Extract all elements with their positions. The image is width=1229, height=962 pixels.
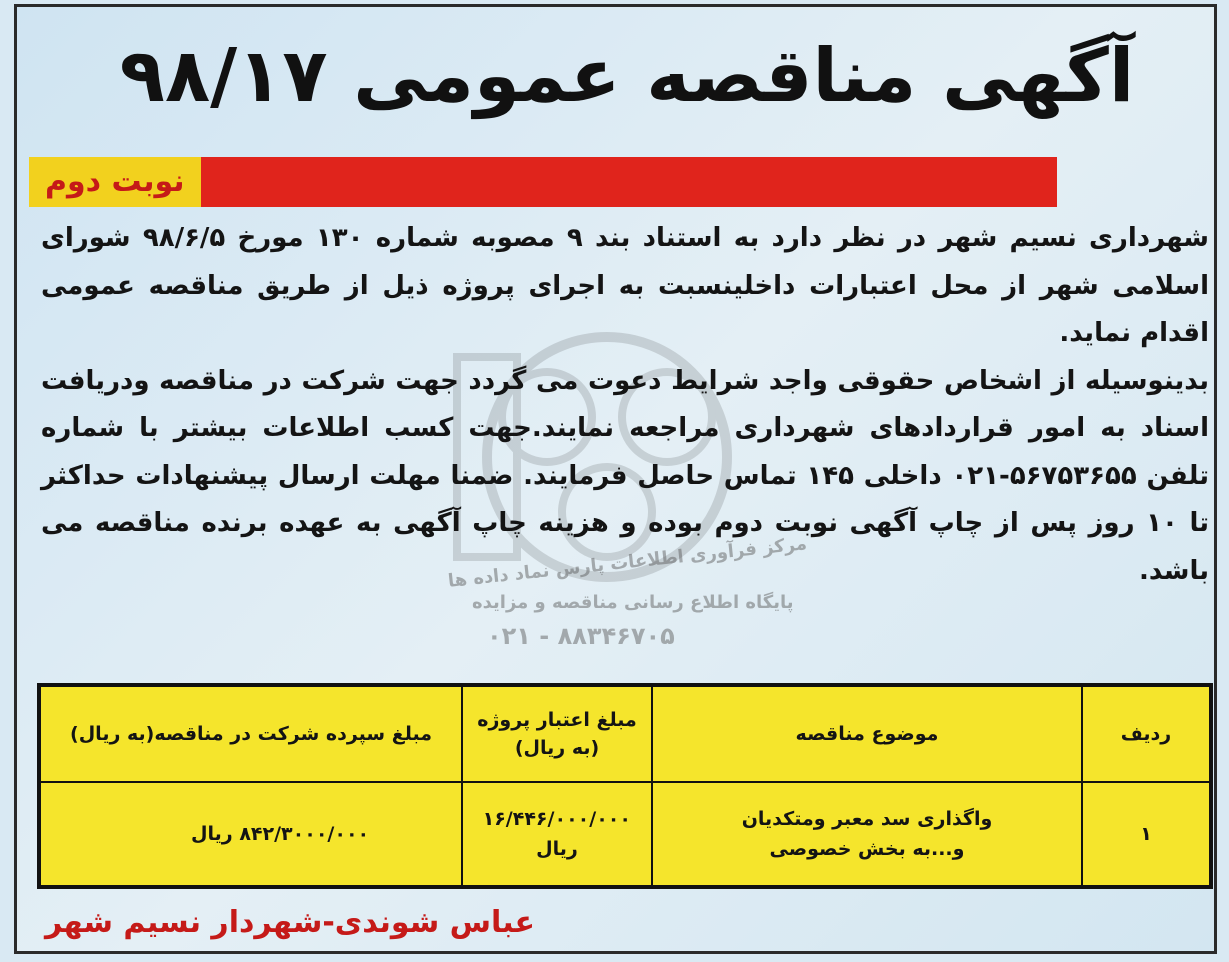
- turn-badge: نوبت دوم: [29, 157, 201, 207]
- body-paragraph-1: شهرداری نسیم شهر در نظر دارد به استناد بند ۹ مصوبه شماره ۱۳۰ مورخ ۹۸/۶/۵ شورای اسلامی شهر از محل اعتبارات داخلینسبت به اجرای پروژه ذیل از طریق مناقصه عمومی اقدام نماید.: [41, 223, 1209, 348]
- signature: عباس شوندی-شهردار نسیم شهر: [45, 905, 536, 940]
- table-row: [40, 782, 1210, 886]
- watermark-phone: ۰۲۱ - ۸۸۳۴۶۷۰۵: [487, 622, 675, 650]
- notice-frame: [14, 4, 1217, 954]
- cell-deposit: ۸۴۲/۳۰۰۰/۰۰۰ ریال: [40, 782, 462, 886]
- watermark-line-1: پایگاه اطلاع رسانی مناقصه و مزایده: [472, 592, 794, 613]
- header-row-number: ردیف: [1082, 686, 1210, 782]
- body-paragraph-2: بدینوسیله از اشخاص حقوقی واجد شرایط دعوت می گردد جهت شرکت در مناقصه ودریافت اسناد به امور قراردادهای شهرداری مراجعه نمایند.جهت کسب اطلاعات بیشتر با شماره تلفن ۵۶۷۵۳۶۵۵-۰۲۱ داخلی ۱۴۵ تماس حاصل فرمایند. ضمنا مهلت ارسال پیشنهادات حداکثر تا ۱۰ روز پس از چاپ آگهی نوبت دوم بوده و هزینه چاپ آگهی به عهده برنده مناقصه می باشد.: [41, 365, 1209, 586]
- table-header-row: [40, 686, 1210, 782]
- notice-body: [41, 215, 1209, 595]
- header-subject: موضوع مناقصه: [652, 686, 1082, 782]
- red-band: [187, 157, 1057, 207]
- cell-row-number: ۱: [1082, 782, 1210, 886]
- tender-table: [37, 683, 1213, 889]
- header-deposit: مبلغ سپرده شرکت در مناقصه(به ریال): [40, 686, 462, 782]
- cell-budget: ۱۶/۴۴۶/۰۰۰/۰۰۰ ریال: [462, 782, 652, 886]
- notice-title: آگهی مناقصه عمومی ۹۸/۱۷: [119, 33, 1135, 119]
- cell-subject: واگذاری سد معبر ومتکدیان و...به بخش خصوصی: [652, 782, 1082, 886]
- watermark-line-2: مرکز فرآوری اطلاعات پارس نماد داده ها: [446, 533, 808, 592]
- header-budget: مبلغ اعتبار پروژه (به ریال): [462, 686, 652, 782]
